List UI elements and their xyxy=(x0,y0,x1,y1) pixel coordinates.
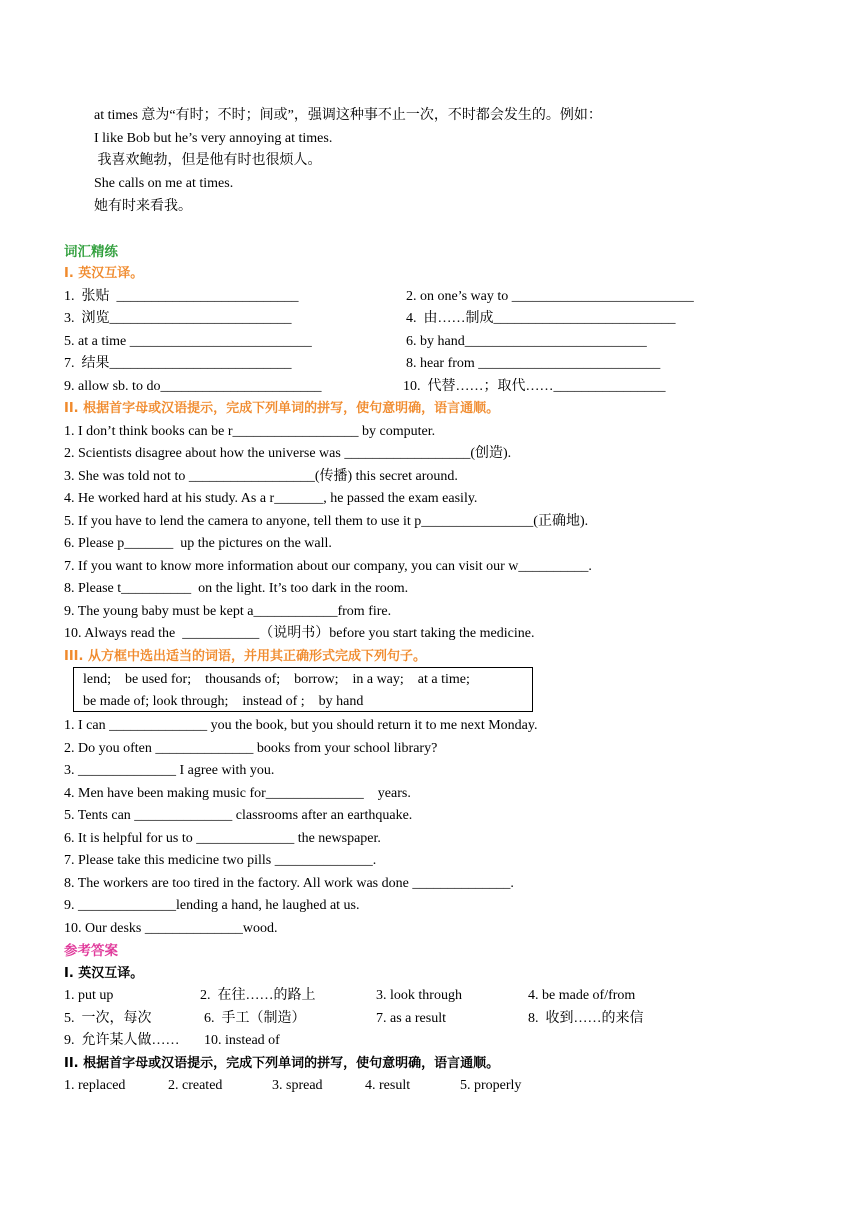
answer-item: 6. 手工（制造） xyxy=(204,1011,306,1026)
intro-line-2: I like Bob but he’s very annoying at times. xyxy=(94,131,333,146)
part3-item: 1. I can ______________ you the book, but you should return it to me next Monday. xyxy=(64,718,538,733)
answer-item: 3. spread xyxy=(272,1078,323,1093)
part3-item: 7. Please take this medicine two pills ______________. xyxy=(64,853,377,868)
part3-item: 3. ______________ I agree with you. xyxy=(64,763,275,778)
part3-item: 2. Do you often ______________ books from your school library? xyxy=(64,741,438,756)
part3-item: 9. ______________lending a hand, he laughed at us. xyxy=(64,898,360,913)
answer-item: 1. put up xyxy=(64,988,114,1003)
answer-item: 10. instead of xyxy=(204,1033,280,1048)
part3-item: 10. Our desks ______________wood. xyxy=(64,921,278,936)
answers-part2-title: II. 根据首字母或汉语提示，完成下列单词的拼写，使句意明确，语言通顺。 xyxy=(64,1056,500,1071)
part1-title: I. 英汉互译。 xyxy=(64,266,144,281)
part1-item: 10. 代替……；取代……________________ xyxy=(403,379,666,394)
part2-item: 5. If you have to lend the camera to anyone, tell them to use it p________________(正确地). xyxy=(64,514,589,529)
part1-item: 4. 由……制成__________________________ xyxy=(406,311,676,326)
part3-item: 4. Men have been making music for______________ years. xyxy=(64,786,411,801)
answer-item: 2. created xyxy=(168,1078,223,1093)
part2-item: 10. Always read the ___________（说明书）before you start taking the medicine. xyxy=(64,626,535,641)
part2-title: II. 根据首字母或汉语提示，完成下列单词的拼写，使句意明确，语言通顺。 xyxy=(64,401,500,416)
intro-line-4: She calls on me at times. xyxy=(94,176,234,191)
part2-item: 4. He worked hard at his study. As a r_______, he passed the exam easily. xyxy=(64,491,478,506)
part2-item: 7. If you want to know more information about our company, you can visit our w__________. xyxy=(64,559,592,574)
part2-item: 8. Please t__________ on the light. It’s too dark in the room. xyxy=(64,581,409,596)
answer-item: 9. 允许某人做…… xyxy=(64,1033,180,1048)
answer-item: 4. be made of/from xyxy=(528,988,636,1003)
part1-item: 6. by hand__________________________ xyxy=(406,334,647,349)
part3-item: 6. It is helpful for us to ______________ the newspaper. xyxy=(64,831,381,846)
part1-item: 1. 张贴 __________________________ xyxy=(64,289,299,304)
part2-item: 6. Please p_______ up the pictures on the wall. xyxy=(64,536,332,551)
answers-part1-title: I. 英汉互译。 xyxy=(64,966,144,981)
intro-line-3: 我喜欢鲍勃，但是他有时也很烦人。 xyxy=(94,153,322,168)
intro-line-1: at times 意为“有时；不时；间或”，强调这种事不止一次，不时都会发生的。例如： xyxy=(94,108,602,123)
vocab-section-title: 词汇精练 xyxy=(64,244,118,260)
part1-item: 3. 浏览__________________________ xyxy=(64,311,292,326)
word-bank-box xyxy=(73,667,533,712)
answer-item: 7. as a result xyxy=(376,1011,446,1026)
part1-item: 5. at a time __________________________ xyxy=(64,334,312,349)
part1-item: 8. hear from __________________________ xyxy=(406,356,661,371)
part3-title: III. 从方框中选出适当的词语，并用其正确形式完成下列句子。 xyxy=(64,649,426,664)
intro-line-5: 她有时来看我。 xyxy=(94,199,192,214)
part1-item: 7. 结果__________________________ xyxy=(64,356,292,371)
answer-item: 1. replaced xyxy=(64,1078,126,1093)
answer-item: 3. look through xyxy=(376,988,462,1003)
answer-item: 5. 一次，每次 xyxy=(64,1011,152,1026)
part3-item: 5. Tents can ______________ classrooms after an earthquake. xyxy=(64,808,413,823)
answer-item: 8. 收到……的来信 xyxy=(528,1011,644,1026)
word-bank-line-1: lend; be used for; thousands of; borrow; in a way; at a time; xyxy=(83,672,470,687)
part3-item: 8. The workers are too tired in the factory. All work was done ______________. xyxy=(64,876,514,891)
answer-item: 4. result xyxy=(365,1078,411,1093)
part1-item: 2. on one’s way to __________________________ xyxy=(406,289,694,304)
part2-item: 1. I don’t think books can be r__________________ by computer. xyxy=(64,424,436,439)
part1-item: 9. allow sb. to do_______________________ xyxy=(64,379,322,394)
part2-item: 3. She was told not to __________________(传播) this secret around. xyxy=(64,469,458,484)
answers-title: 参考答案 xyxy=(64,943,118,959)
word-bank-line-2: be made of; look through; instead of ; by hand xyxy=(83,694,364,709)
part2-item: 2. Scientists disagree about how the universe was __________________(创造). xyxy=(64,446,512,461)
part2-item: 9. The young baby must be kept a____________from fire. xyxy=(64,604,392,619)
answer-item: 2. 在往……的路上 xyxy=(200,988,316,1003)
answer-item: 5. properly xyxy=(460,1078,522,1093)
